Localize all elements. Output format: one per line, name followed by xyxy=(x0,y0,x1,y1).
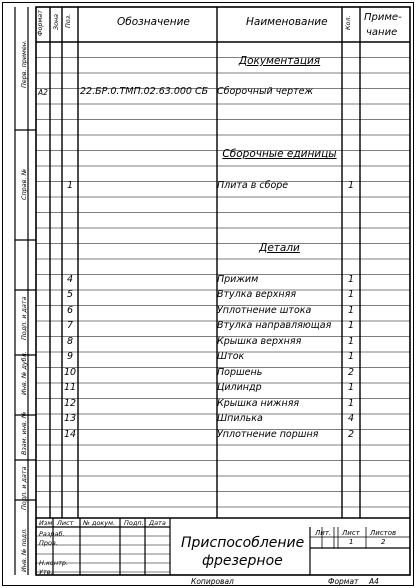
tb-col-podp: Подп. xyxy=(124,519,144,527)
tb-sheet: Лист xyxy=(342,529,360,537)
tb-col-doc: № докум. xyxy=(83,519,116,527)
row-4-name: Плита в сборе xyxy=(217,180,289,191)
tb-sheet-value: 1 xyxy=(349,538,354,546)
row-9-name: Втулка направляющая xyxy=(217,320,332,331)
row-3-name: Сборочные единицы xyxy=(222,148,337,160)
row-8-pos: 6 xyxy=(66,305,74,316)
row-6-qty: 1 xyxy=(347,274,355,285)
row-13-pos: 11 xyxy=(63,382,77,393)
row-6-name: Прижим xyxy=(217,274,259,285)
tb-title-line-1: Приспособление xyxy=(181,535,305,551)
footer-format-value: А4 xyxy=(369,577,379,586)
row-11-qty: 1 xyxy=(347,351,355,362)
row-2-format: А2 xyxy=(38,88,48,97)
row-12-name: Поршень xyxy=(217,367,263,378)
tb-sheets-value: 2 xyxy=(381,538,386,546)
tb-n-kontr: Н.контр. xyxy=(39,559,69,567)
row-15-qty: 4 xyxy=(347,413,355,424)
row-16-pos: 14 xyxy=(63,429,77,440)
row-15-pos: 13 xyxy=(63,413,77,424)
row-5-name: Детали xyxy=(259,242,300,254)
tb-utv: Утв. xyxy=(39,568,53,576)
row-16-name: Уплотнение поршня xyxy=(217,429,319,440)
row-6-pos: 4 xyxy=(66,274,74,285)
row-13-qty: 1 xyxy=(347,382,355,393)
row-13-name: Цилиндр xyxy=(217,382,262,393)
tb-col-data: Дата xyxy=(149,519,166,527)
row-10-qty: 1 xyxy=(347,336,355,347)
row-16-qty: 2 xyxy=(347,429,355,440)
row-7-pos: 5 xyxy=(66,289,74,300)
side-label-perv-primen: Перв. примен. xyxy=(20,40,28,88)
row-10-name: Крышка верхняя xyxy=(217,336,302,347)
row-8-qty: 1 xyxy=(347,305,355,316)
row-1-name: Документация xyxy=(238,55,321,67)
header-note-1: Приме- xyxy=(364,12,402,23)
tb-lit: Лит. xyxy=(315,529,332,537)
tb-razrab: Разраб. xyxy=(39,530,65,538)
row-4-pos: 1 xyxy=(66,180,74,191)
header-qty: Кол. xyxy=(344,15,352,30)
side-label-inv-dubl: Инв. № дубл. xyxy=(20,351,28,395)
row-8-name: Уплотнение штока xyxy=(217,305,312,316)
row-7-qty: 1 xyxy=(347,289,355,300)
tb-col-list: Лист xyxy=(57,519,74,527)
header-pos: Поз. xyxy=(64,13,72,28)
row-12-qty: 2 xyxy=(347,367,355,378)
row-11-pos: 9 xyxy=(66,351,74,362)
header-note-2: чание xyxy=(366,27,398,38)
header-designation: Обозначение xyxy=(117,16,190,28)
row-2-designation: 22.БР.0.ТМП.02.63.000 СБ xyxy=(80,86,209,97)
header-name: Наименование xyxy=(246,16,328,28)
row-10-pos: 8 xyxy=(66,336,74,347)
tb-col-izm: Изм. xyxy=(39,519,55,527)
header-zone: Зона xyxy=(52,13,60,30)
row-7-name: Втулка верхняя xyxy=(217,289,297,300)
row-11-name: Шток xyxy=(217,351,245,362)
row-14-qty: 1 xyxy=(347,398,355,409)
side-label-sprav-no: Справ. № xyxy=(20,168,28,200)
row-2-name: Сборочный чертеж xyxy=(217,86,314,97)
row-4-qty: 1 xyxy=(347,180,355,191)
row-12-pos: 10 xyxy=(63,367,77,378)
row-14-name: Крышка нижняя xyxy=(217,398,300,409)
footer-copied: Копировал xyxy=(191,577,234,586)
side-label-vzam-inv: Взам. инв. № xyxy=(20,411,28,455)
side-label-podp-data-2: Подп. и дата xyxy=(20,466,28,510)
row-14-pos: 12 xyxy=(63,398,77,409)
row-9-qty: 1 xyxy=(347,320,355,331)
side-label-podp-data-1: Подп. и дата xyxy=(20,296,28,340)
tb-title-line-2: фрезерное xyxy=(202,553,283,569)
row-15-name: Шпилька xyxy=(217,413,263,424)
header-format: Формат xyxy=(36,10,44,36)
row-9-pos: 7 xyxy=(66,320,74,331)
tb-prov: Пров. xyxy=(39,539,58,547)
footer-format-label: Формат xyxy=(328,577,359,586)
side-label-inv-podl: Инв. № подл. xyxy=(20,527,28,572)
tb-sheets: Листов xyxy=(370,529,397,537)
